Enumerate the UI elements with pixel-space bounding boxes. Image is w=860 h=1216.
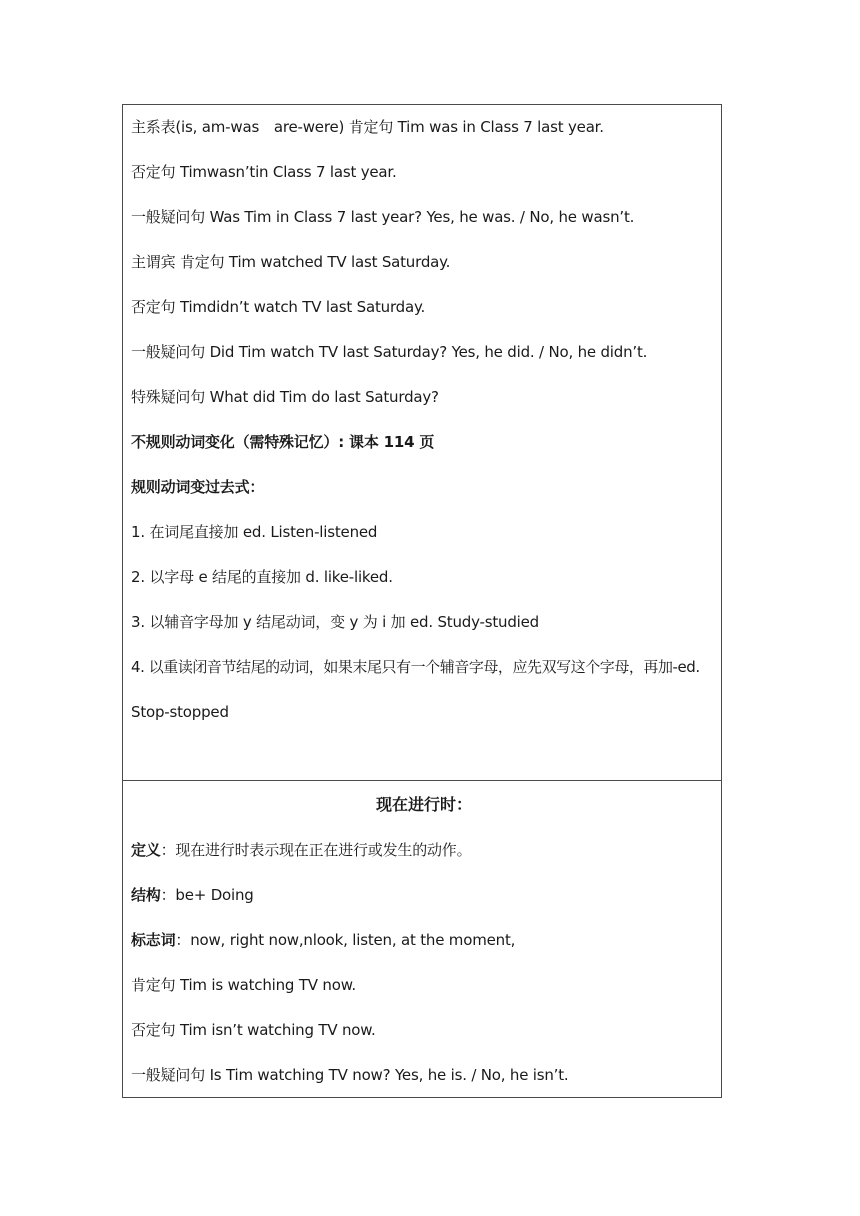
regular-verbs-heading: 规则动词变过去式： [131,478,265,496]
svo-affirmative-line: 主谓宾 肯定句 Tim watched TV last Saturday. [131,253,451,271]
definition-line [131,840,717,860]
rule-4-line: 4. 以重读闭音节结尾的动词，如果末尾只有一个辅音字母，应先双写这个字母，再加-ed. [131,658,700,676]
grammar-table [122,104,722,1098]
markers-line [131,930,717,950]
pc-question-line: 一般疑问句 Is Tim watching TV now? Yes, he is. / No, he isn’t. [131,1066,569,1084]
past-tense-cell [123,105,721,781]
definition-text: ：现在进行时表示现在正在进行或发生的动作。 [160,841,472,859]
rule-4-example-line: Stop-stopped [131,703,229,721]
irregular-verbs-heading: 不规则动词变化（需特殊记忆）: 课本 114 页 [131,433,435,451]
structure-line [131,885,717,905]
rule-1-line: 1. 在词尾直接加 ed. Listen-listened [131,523,378,541]
rule-3-line: 3. 以辅音字母加 y 结尾动词，变 y 为 i 加 ed. Study-studied [131,613,539,631]
rule-2-line: 2. 以字母 e 结尾的直接加 d. like-liked. [131,568,393,586]
svo-question-line: 一般疑问句 Did Tim watch TV last Saturday? Yes, he did. / No, he didn’t. [131,343,648,361]
link-verb-negative-line: 否定句 Timwasn’tin Class 7 last year. [131,163,397,181]
pc-affirmative-line: 肯定句 Tim is watching TV now. [131,976,356,994]
structure-label: 结构 [131,886,161,904]
svo-negative-line: 否定句 Timdidn’t watch TV last Saturday. [131,298,426,316]
pc-negative-line: 否定句 Tim isn’t watching TV now. [131,1021,376,1039]
markers-text: ：now, right now,nlook, listen, at the moment, [175,931,516,949]
wh-question-line: 特殊疑问句 What did Tim do last Saturday? [131,388,439,406]
present-continuous-cell [123,781,721,1097]
present-continuous-title: 现在进行时： [375,795,472,814]
link-verb-affirmative-line: 主系表(is, am-was are-were) 肯定句 Tim was in Class 7 last year. [131,118,604,136]
structure-text: ：be+ Doing [160,886,254,904]
definition-label: 定义 [131,841,161,859]
link-verb-question-line: 一般疑问句 Was Tim in Class 7 last year? Yes, he was. / No, he wasn’t. [131,208,635,226]
markers-label: 标志词 [131,931,176,949]
